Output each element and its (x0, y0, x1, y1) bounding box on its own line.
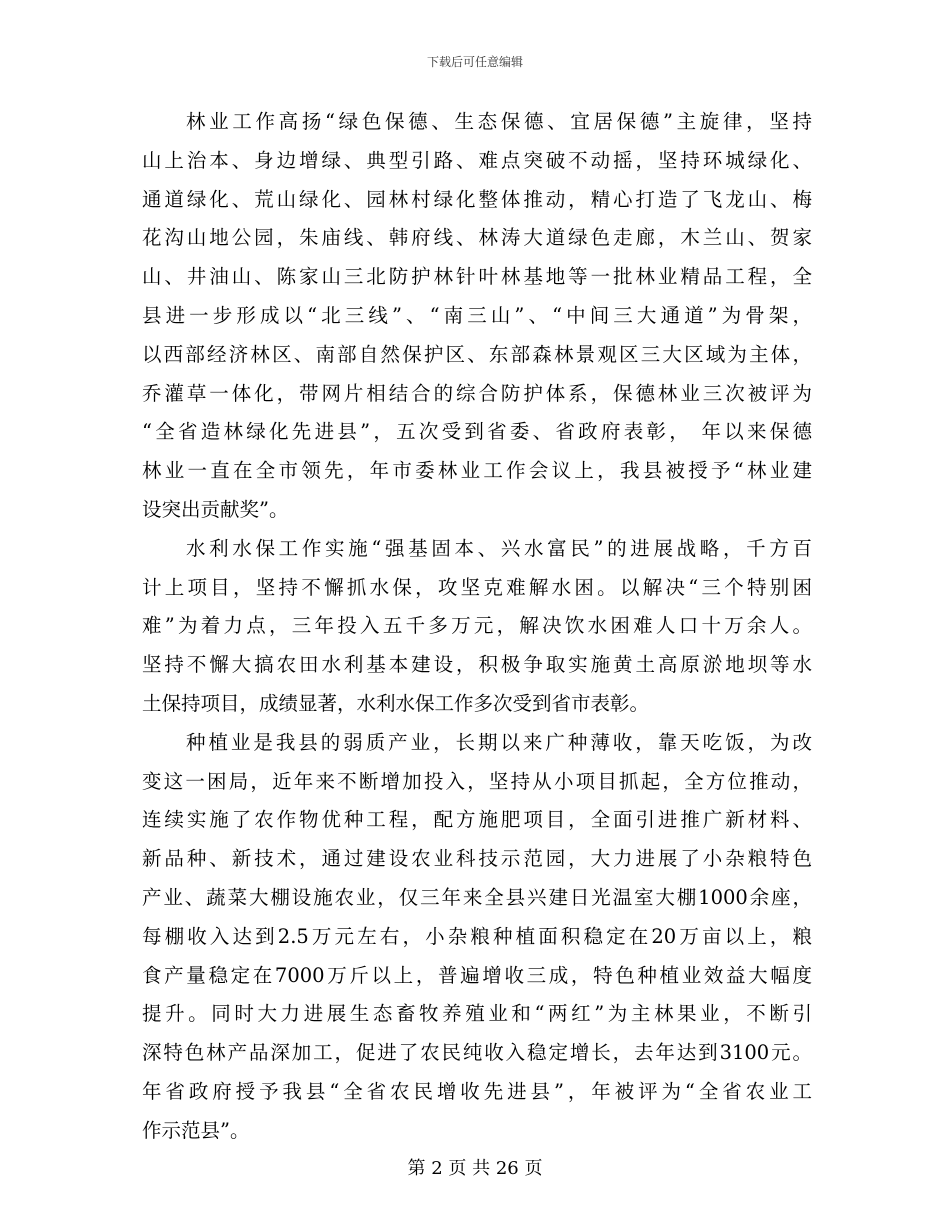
text-line: 产业、蔬菜大棚设施农业，仅三年来全县兴建日光温室大棚1000余座， (142, 885, 812, 909)
text-line: 年省政府授予我县“全省农民增收先进县”，年被评为“全省农业工 (142, 1079, 812, 1103)
document-body (142, 103, 812, 1151)
text-line: 深特色林产品深加工，促进了农民纯收入稳定增长，去年达到3100元。 (142, 1041, 812, 1065)
text-line: 食产量稳定在7000万斤以上，普遍增收三成，特色种植业效益大幅度 (142, 963, 812, 987)
text-line: 林业一直在全市领先，年市委林业工作会议上，我县被授予“林业建 (142, 459, 812, 483)
text-line: 花沟山地公园，朱庙线、韩府线、林涛大道绿色走廊，木兰山、贺家 (142, 226, 812, 250)
text-line: 山、井油山、陈家山三北防护林针叶林基地等一批林业精品工程，全 (142, 265, 812, 289)
text-line: 土保持项目，成绩显著，水利水保工作多次受到省市表彰。 (142, 691, 650, 715)
paragraph-planting (142, 724, 812, 1151)
text-line: 设突出贡献奖”。 (142, 497, 289, 521)
text-line: 变这一困局，近年来不断增加投入，坚持从小项目抓起，全方位推动， (142, 769, 812, 793)
paragraph-water-conservancy (142, 530, 812, 724)
page-number: 第 2 页 共 26 页 (407, 1158, 543, 1179)
text-line: 坚持不懈大搞农田水利基本建设，积极争取实施黄土高原淤地坝等水 (142, 653, 812, 677)
text-line: 县进一步形成以“北三线”、“南三山”、“中间三大通道”为骨架， (142, 303, 812, 327)
text-line: 连续实施了农作物优种工程，配方施肥项目，全面引进推广新材料、 (142, 808, 812, 832)
text-line: 计上项目，坚持不懈抓水保，攻坚克难解水困。以解决“三个特别困 (142, 575, 812, 599)
paragraph-forestry (142, 103, 812, 530)
text-line: 新品种、新技术，通过建设农业科技示范园，大力进展了小杂粮特色 (142, 847, 812, 871)
text-line: 乔灌草一体化，带网片相结合的综合防护体系，保德林业三次被评为 (142, 381, 812, 405)
text-line: 每棚收入达到2.5万元左右，小杂粮种植面积稳定在20万亩以上，粮 (142, 924, 812, 948)
text-line: 通道绿化、荒山绿化、园林村绿化整体推动，精心打造了飞龙山、梅 (142, 187, 812, 211)
text-line: 林业工作高扬“绿色保德、生态保德、宜居保德”主旋律，坚持 (186, 110, 812, 133)
text-line: 难”为着力点，三年投入五千多万元，解决饮水困难人口十万余人。 (142, 614, 812, 638)
text-line: 提升。同时大力进展生态畜牧养殖业和“两红”为主林果业，不断引 (142, 1002, 812, 1026)
text-line: 种植业是我县的弱质产业，长期以来广种薄收，靠天吃饭，为改 (186, 730, 812, 754)
text-line: “全省造林绿化先进县”，五次受到省委、省政府表彰， 年以来保德 (142, 420, 812, 444)
page-header: 下载后可任意编辑 (426, 55, 523, 69)
text-line: 以西部经济林区、南部自然保护区、东部森林景观区三大区域为主体， (142, 342, 812, 366)
text-line: 作示范县”。 (142, 1118, 250, 1142)
text-line: 水利水保工作实施“强基固本、兴水富民”的进展战略，千方百 (186, 536, 812, 560)
text-line: 山上治本、身边增绿、典型引路、难点突破不动摇，坚持环城绿化、 (142, 148, 812, 172)
